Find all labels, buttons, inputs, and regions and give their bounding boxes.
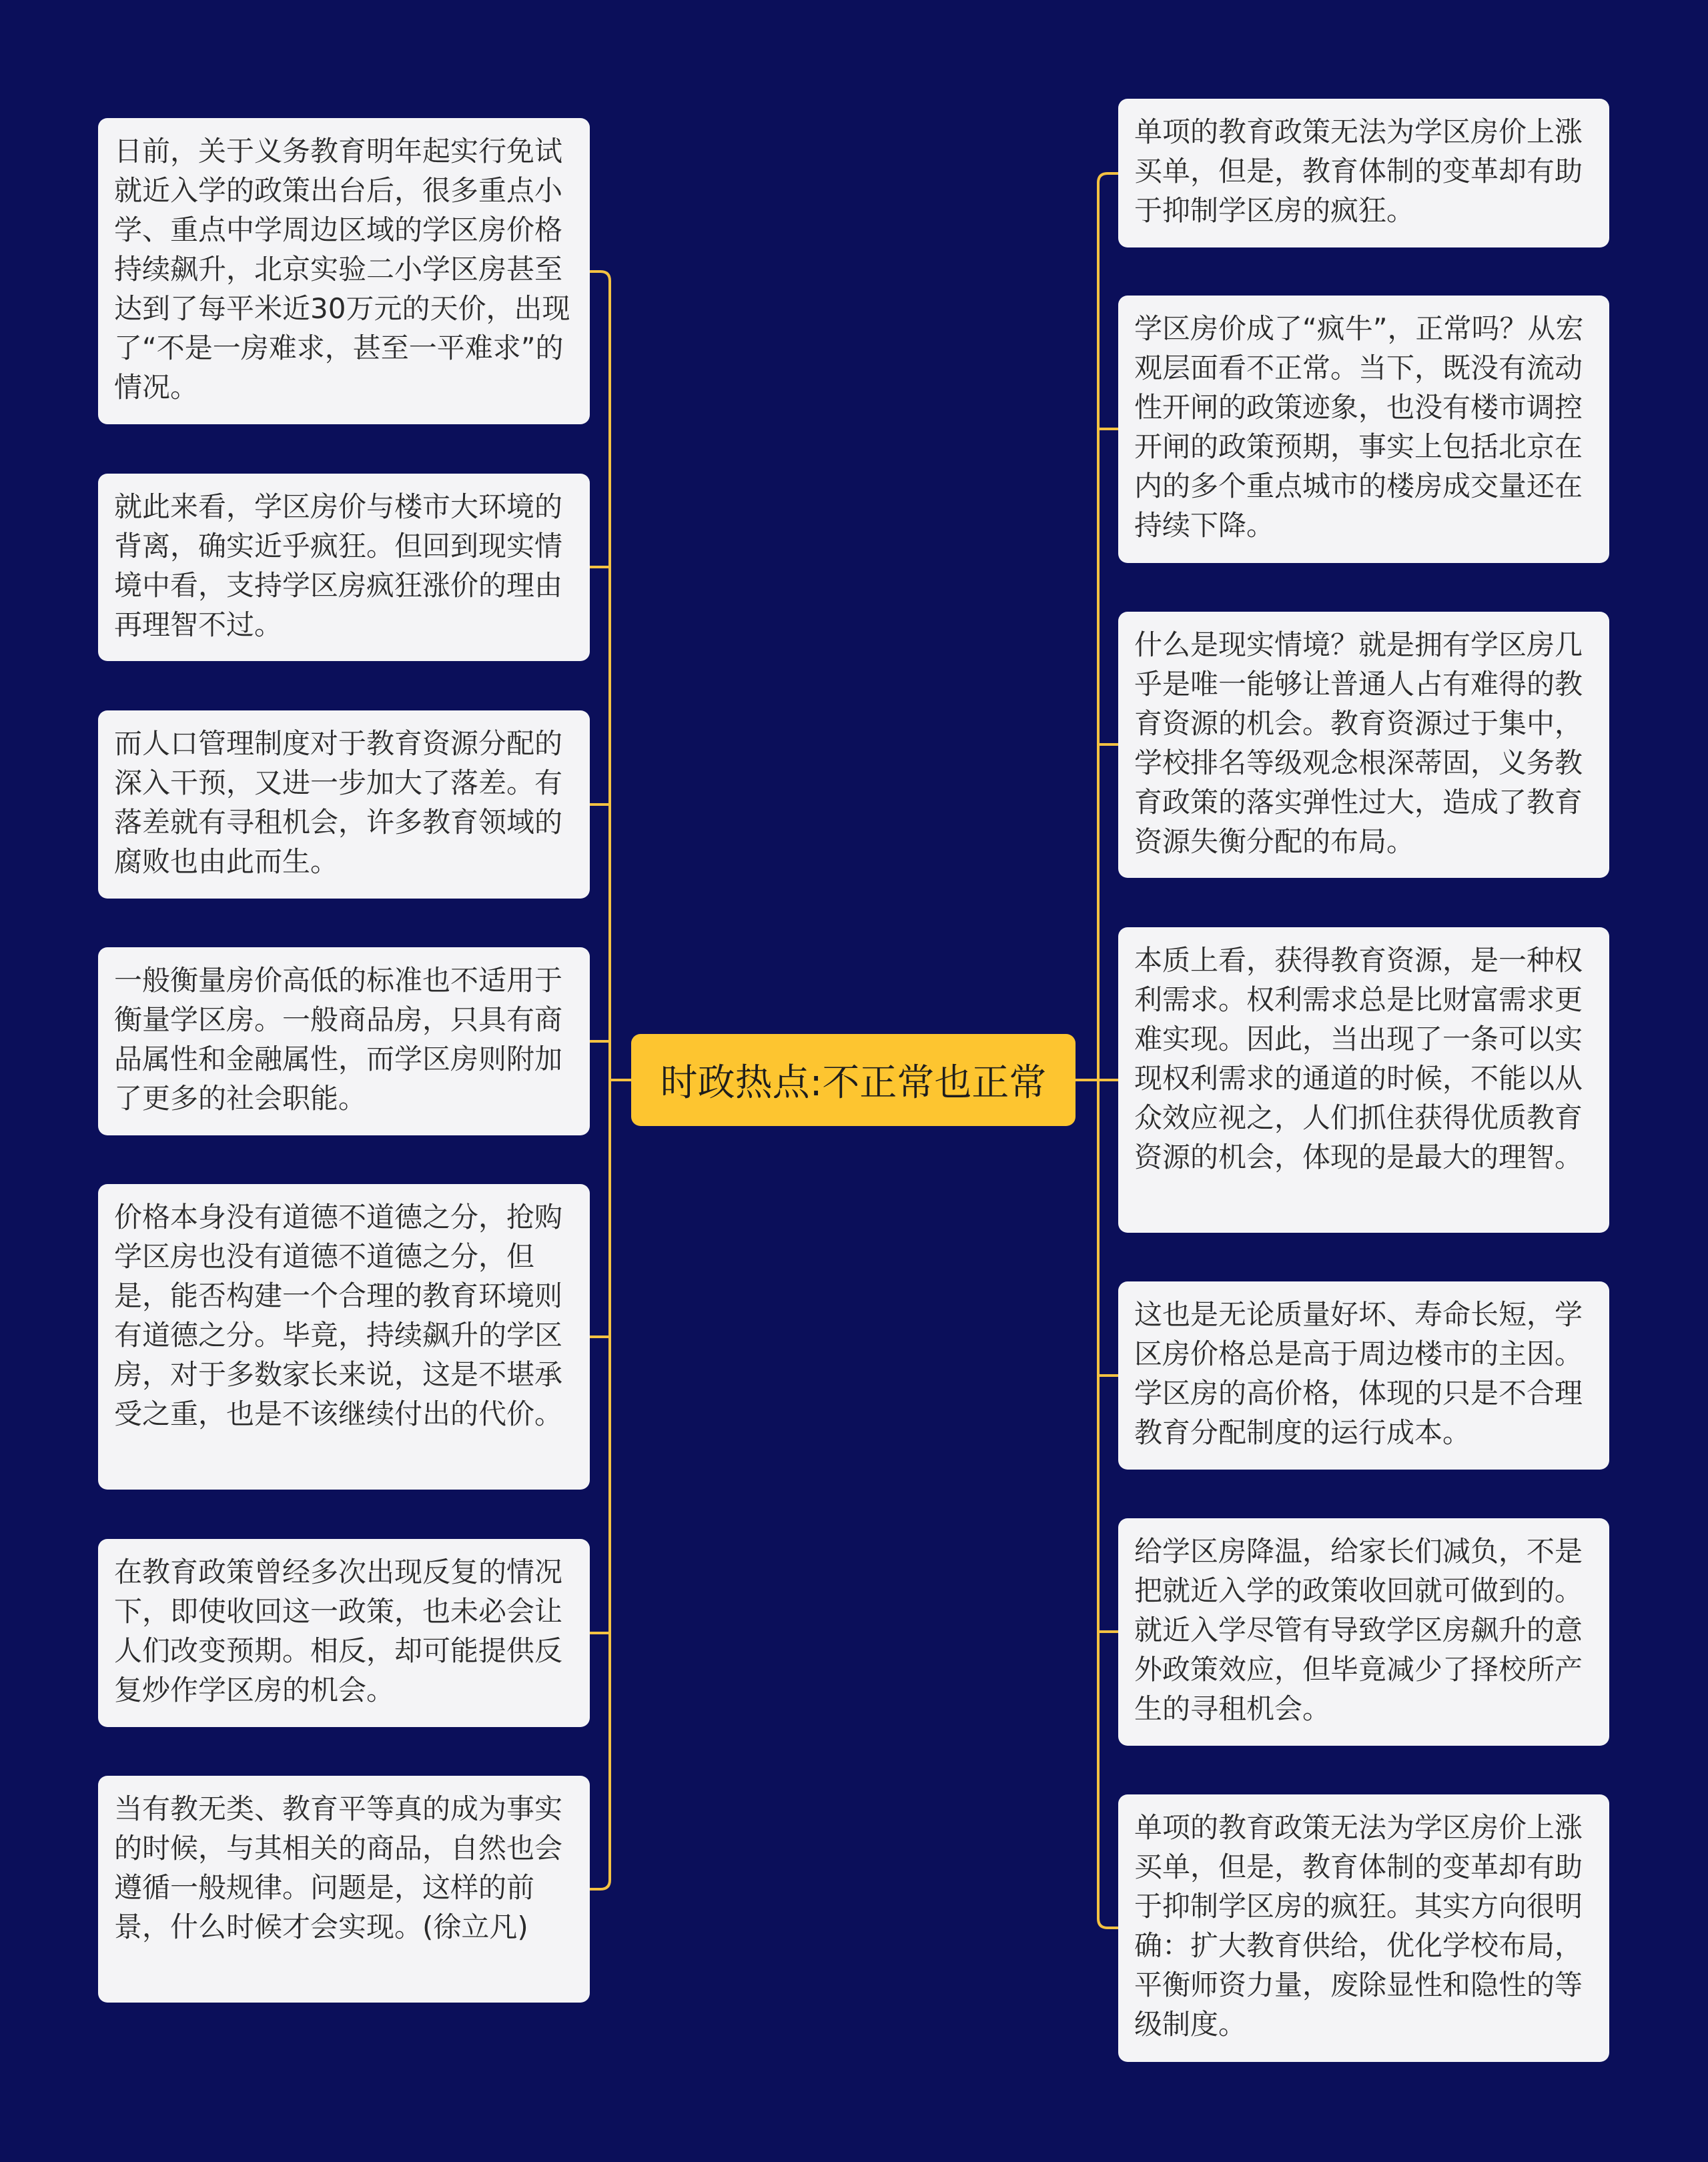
central-topic[interactable]: 时政热点:不正常也正常 (631, 1034, 1076, 1126)
right-topic-5[interactable]: 这也是无论质量好坏、寿命长短，学区房价格总是高于周边楼市的主因。学区房的高价格，体现的只是不合理教育分配制度的运行成本。 (1118, 1281, 1609, 1470)
left-topic-5[interactable]: 价格本身没有道德不道德之分，抢购学区房也没有道德不道德之分，但是，能否构建一个合理的教育环境则有道德之分。毕竟，持续飙升的学区房，对于多数家长来说，这是不堪承受之重，也是不该继续付出的代价。 (98, 1184, 590, 1490)
left-topic-3[interactable]: 而人口管理制度对于教育资源分配的深入干预，又进一步加大了落差。有落差就有寻租机会，许多教育领域的腐败也由此而生。 (98, 710, 590, 899)
left-topic-4[interactable]: 一般衡量房价高低的标准也不适用于衡量学区房。一般商品房，只具有商品属性和金融属性，而学区房则附加了更多的社会职能。 (98, 947, 590, 1135)
right-connector (1098, 173, 1118, 1928)
left-topic-1[interactable]: 日前，关于义务教育明年起实行免试就近入学的政策出台后，很多重点小学、重点中学周边区域的学区房价格持续飙升，北京实验二小学区房甚至达到了每平米近30万元的天价，出现了“不是一房难求，甚至一平难求”的情况。 (98, 118, 590, 424)
left-connector (590, 272, 610, 1889)
right-topic-4[interactable]: 本质上看，获得教育资源，是一种权利需求。权利需求总是比财富需求更难实现。因此，当出现了一条可以实现权利需求的通道的时候，不能以从众效应视之，人们抓住获得优质教育资源的机会，体现的是最大的理智。 (1118, 927, 1609, 1233)
left-topic-2[interactable]: 就此来看，学区房价与楼市大环境的背离，确实近乎疯狂。但回到现实情境中看，支持学区房疯狂涨价的理由再理智不过。 (98, 474, 590, 661)
left-topic-7[interactable]: 当有教无类、教育平等真的成为事实的时候，与其相关的商品，自然也会遵循一般规律。问题是，这样的前景，什么时候才会实现。(徐立凡) (98, 1776, 590, 2003)
left-topic-6[interactable]: 在教育政策曾经多次出现反复的情况下，即使收回这一政策，也未必会让人们改变预期。相反，却可能提供反复炒作学区房的机会。 (98, 1539, 590, 1727)
right-topic-3[interactable]: 什么是现实情境？就是拥有学区房几乎是唯一能够让普通人占有难得的教育资源的机会。教育资源过于集中，学校排名等级观念根深蒂固，义务教育政策的落实弹性过大，造成了教育资源失衡分配的布局。 (1118, 612, 1609, 878)
right-topic-1[interactable]: 单项的教育政策无法为学区房价上涨买单，但是，教育体制的变革却有助于抑制学区房的疯狂。 (1118, 99, 1609, 247)
right-topic-7[interactable]: 单项的教育政策无法为学区房价上涨买单，但是，教育体制的变革却有助于抑制学区房的疯狂。其实方向很明确：扩大教育供给，优化学校布局，平衡师资力量，废除显性和隐性的等级制度。 (1118, 1794, 1609, 2062)
right-topic-6[interactable]: 给学区房降温，给家长们减负，不是把就近入学的政策收回就可做到的。就近入学尽管有导致学区房飙升的意外政策效应，但毕竟减少了择校所产生的寻租机会。 (1118, 1518, 1609, 1746)
right-topic-2[interactable]: 学区房价成了“疯牛”，正常吗？从宏观层面看不正常。当下，既没有流动性开闸的政策迹象，也没有楼市调控开闸的政策预期，事实上包括北京在内的多个重点城市的楼房成交量还在持续下降。 (1118, 296, 1609, 563)
